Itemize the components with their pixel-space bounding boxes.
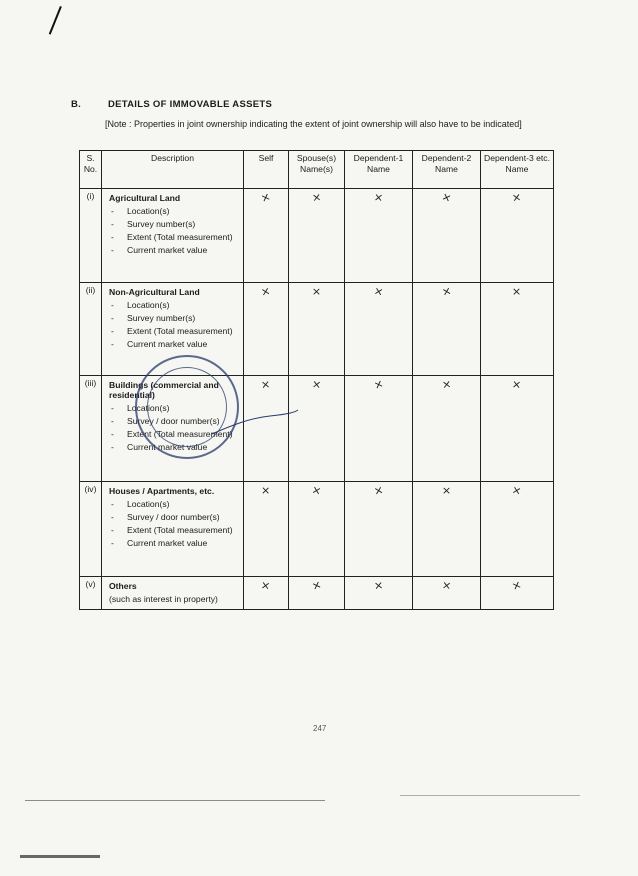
scan-artifact-line (20, 855, 100, 858)
table-row (80, 577, 554, 610)
cross-mark-icon: × (310, 577, 323, 594)
cross-mark-icon: × (441, 377, 452, 392)
cell-dependent-3 (481, 376, 554, 482)
cross-mark-icon: × (510, 577, 524, 594)
cell-dependent-2 (413, 189, 481, 283)
scan-artifact-line (25, 800, 325, 801)
cell-dependent-1 (345, 189, 413, 283)
sub-item-list (105, 403, 240, 452)
sub-item: - Survey number(s) (111, 313, 240, 323)
cell-self (244, 283, 289, 376)
sub-item: - Current market value (111, 538, 240, 548)
cell-spouse (289, 577, 345, 610)
cross-mark-icon: × (311, 377, 322, 392)
cell-self (244, 376, 289, 482)
sub-item: - Location(s) (111, 206, 240, 216)
cell-dependent-1 (345, 482, 413, 577)
cell-dependent-2 (413, 376, 481, 482)
immovable-assets-table (79, 150, 554, 610)
sub-item: - Survey / door number(s) (111, 416, 240, 426)
table-row (80, 482, 554, 577)
category-title: Buildings (commercial and residential) (109, 380, 219, 400)
ownership-note: [Note : Properties in joint ownership indicating the extent of joint ownership will also have to be indicated] (105, 119, 522, 129)
cross-mark-icon: × (259, 189, 273, 206)
row-number: (i) (80, 189, 102, 283)
category-title: Agricultural Land (109, 193, 181, 203)
cell-spouse (289, 189, 345, 283)
cell-spouse (289, 283, 345, 376)
cross-mark-icon: × (310, 483, 323, 498)
cross-mark-icon: × (373, 190, 384, 205)
row-description (102, 283, 244, 376)
header-sno: S. No. (80, 151, 102, 189)
cell-dependent-3 (481, 577, 554, 610)
category-title: Non-Agricultural Land (109, 287, 200, 297)
header-dependent-1: Dependent-1 Name (345, 151, 413, 189)
cell-dependent-2 (413, 577, 481, 610)
cross-mark-icon: × (260, 377, 272, 392)
header-dependent-2: Dependent-2 Name (413, 151, 481, 189)
row-description (102, 482, 244, 577)
cross-mark-icon: × (311, 285, 322, 298)
cell-dependent-3 (481, 482, 554, 577)
cell-dependent-3 (481, 189, 554, 283)
sub-item: - Location(s) (111, 403, 240, 413)
sub-item: - Location(s) (111, 499, 240, 509)
cross-mark-icon: × (440, 189, 453, 206)
table-row (80, 283, 554, 376)
cross-mark-icon: × (372, 483, 385, 498)
table-header-row (80, 151, 554, 189)
cell-dependent-1 (345, 577, 413, 610)
row-description (102, 376, 244, 482)
sub-item: - Location(s) (111, 300, 240, 310)
sub-item-list (105, 206, 240, 255)
row-number: (v) (80, 577, 102, 610)
section-heading (71, 99, 272, 110)
cell-dependent-3 (481, 283, 554, 376)
category-subtitle: (such as interest in property) (109, 594, 218, 604)
sub-item: - Extent (Total measurement) (111, 525, 240, 535)
sub-item-list (105, 499, 240, 548)
header-dependent-3: Dependent-3 etc. Name (481, 151, 554, 189)
cross-mark-icon: × (441, 578, 452, 593)
cell-dependent-2 (413, 482, 481, 577)
cell-spouse (289, 376, 345, 482)
sub-item: - Current market value (111, 245, 240, 255)
header-self: Self (244, 151, 289, 189)
cell-self (244, 577, 289, 610)
cross-mark-icon: × (512, 284, 522, 299)
table-row (80, 376, 554, 482)
cross-mark-icon: × (373, 578, 384, 593)
sub-item: - Survey number(s) (111, 219, 240, 229)
cross-mark-icon: × (511, 377, 523, 392)
sub-item-list (105, 300, 240, 349)
row-description (102, 189, 244, 283)
cell-spouse (289, 482, 345, 577)
cross-mark-icon: × (372, 284, 385, 299)
cross-mark-icon: × (441, 484, 452, 497)
sub-item: - Survey / door number(s) (111, 512, 240, 522)
cross-mark-icon: × (260, 284, 272, 299)
sub-item: - Current market value (111, 339, 240, 349)
category-title: Houses / Apartments, etc. (109, 486, 215, 496)
sub-item: - Extent (Total measurement) (111, 429, 240, 439)
cell-dependent-1 (345, 376, 413, 482)
scan-artifact-line (400, 795, 580, 796)
sub-item: - Extent (Total measurement) (111, 232, 240, 242)
cross-mark-icon: × (371, 376, 386, 393)
cross-mark-icon: × (311, 190, 322, 205)
cross-mark-icon: × (260, 578, 272, 593)
cross-mark-icon: × (511, 190, 523, 205)
row-number: (iii) (80, 376, 102, 482)
cell-dependent-2 (413, 283, 481, 376)
pen-stroke-mark (49, 6, 62, 35)
cell-self (244, 189, 289, 283)
header-description: Description (102, 151, 244, 189)
row-number: (iv) (80, 482, 102, 577)
sub-item: - Extent (Total measurement) (111, 326, 240, 336)
section-number: B. (71, 99, 82, 110)
page-number: 247 (313, 724, 327, 733)
header-spouse: Spouse(s) Name(s) (289, 151, 345, 189)
cell-dependent-1 (345, 283, 413, 376)
cross-mark-icon: × (511, 483, 523, 498)
table-row (80, 189, 554, 283)
sub-item: - Current market value (111, 442, 240, 452)
category-title: Others (109, 581, 137, 591)
cross-mark-icon: × (440, 284, 453, 299)
section-title: DETAILS OF IMMOVABLE ASSETS (107, 99, 273, 110)
cross-mark-icon: × (261, 483, 271, 498)
row-number: (ii) (80, 283, 102, 376)
cell-self (244, 482, 289, 577)
row-description (102, 577, 244, 610)
